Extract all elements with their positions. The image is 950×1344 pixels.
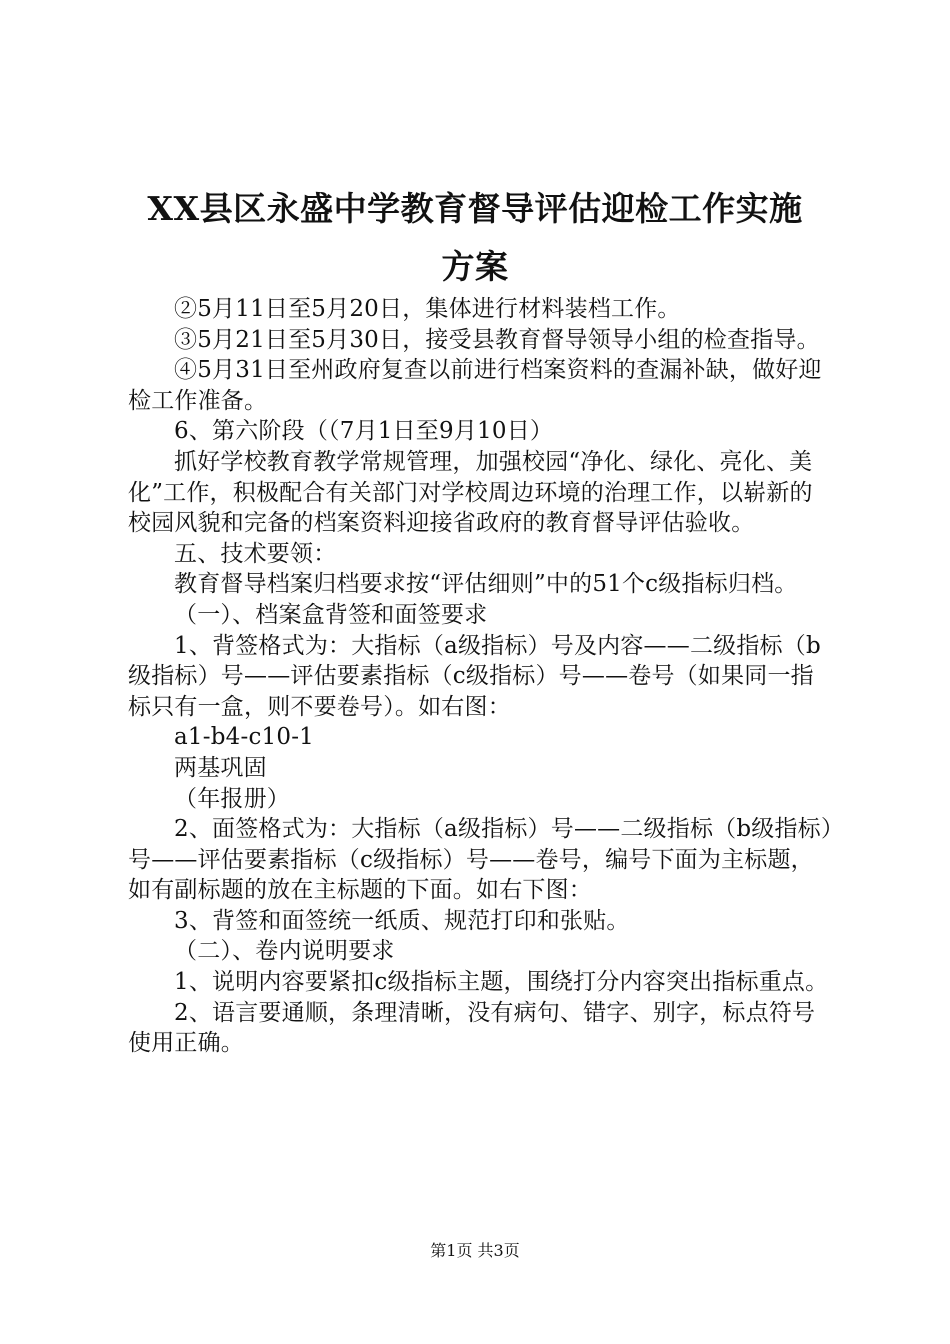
paragraph: 教育督导档案归档要求按“评估细则”中的51个c级指标归档。 — [174, 571, 798, 598]
paragraph: 3、背签和面签统一纸质、规范打印和张贴。 — [174, 907, 630, 934]
paragraph: ③5月21日至5月30日，接受县教育督导领导小组的检查指导。 — [174, 326, 820, 353]
paragraph: 1、背签格式为：大指标（a级指标）号及内容——二级指标（b级指标）号——评估要素指标（c级指标）号——卷号（如果同一指标只有一盒，则不要卷号）。如右图： — [128, 632, 821, 720]
subsection-heading: （二）、卷内说明要求 — [174, 938, 395, 965]
section-heading: 五、技术要领： — [174, 540, 337, 567]
paragraph: 6、第六阶段（（7月1日至9月10日） — [174, 418, 554, 445]
page-footer: 第1页 共3页 — [430, 1241, 520, 1260]
subsection-heading: （一）、档案盒背签和面签要求 — [174, 601, 488, 628]
document-title-line-1: XX县区永盛中学教育督导评估迎检工作实施 — [147, 189, 803, 228]
paragraph: 2、面签格式为：大指标（a级指标）号——二级指标（b级指标）号——评估要素指标（c级指标）号——卷号，编号下面为主标题，如有副标题的放在主标题的下面。如右下图： — [128, 816, 833, 904]
paragraph: ②5月11日至5月20日，集体进行材料装档工作。 — [174, 296, 681, 322]
paragraph: 抓好学校教育教学常规管理，加强校园“净化、绿化、亮化、美化”工作，积极配合有关部门对学校周边环境的治理工作，以崭新的校园风貌和完备的档案资料迎接省政府的教育督导评估验收。 — [128, 448, 813, 537]
paragraph: ④5月31日至州政府复查以前进行档案资料的查漏补缺，做好迎检工作准备。 — [128, 357, 822, 414]
document-body — [128, 294, 834, 1059]
label-example-title: 两基巩固 — [174, 754, 267, 781]
paragraph: 2、语言要通顺，条理清晰，没有病句、错字、别字，标点符号使用正确。 — [128, 999, 816, 1057]
paragraph: 1、说明内容要紧扣c级指标主题，围绕打分内容突出指标重点。 — [174, 969, 829, 996]
document-title-line-2: 方案 — [441, 247, 509, 286]
label-example-code: a1-b4-c10-1 — [174, 724, 314, 751]
label-example-subtitle: （年报册） — [174, 785, 290, 812]
